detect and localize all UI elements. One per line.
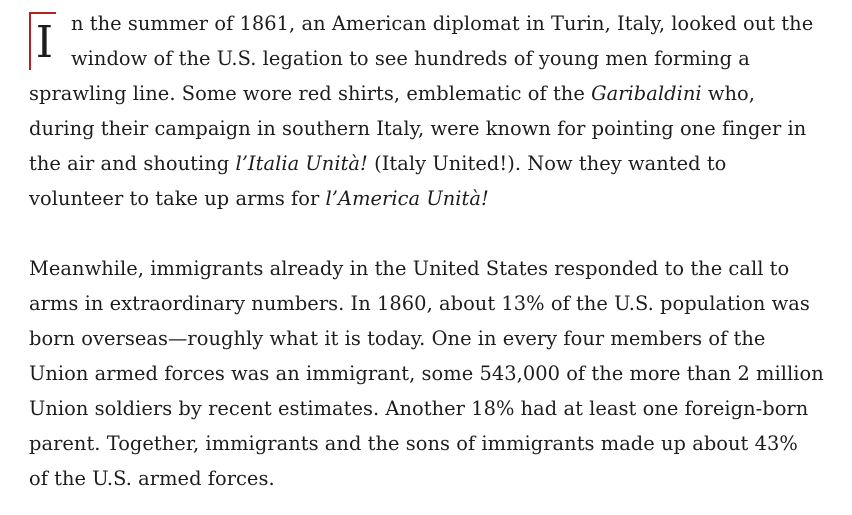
italic-term-garibaldini: Garibaldini [591,82,702,105]
italic-phrase-italia-unita: l’Italia Unità! [235,152,368,175]
paragraph-2 [29,251,834,496]
paragraph-1-line-3 [29,76,834,111]
paragraph-1-line-4: during their campaign in southern Italy, were known for pointing one finger in [29,117,807,140]
text-segment: volunteer to take up arms for [29,187,326,210]
text-segment: the air and shouting [29,152,236,175]
paragraph-2-line: parent. Together, immigrants and the sons of immigrants made up about 43% [29,432,798,455]
italic-phrase-america-unita: l’America Unità! [325,187,489,210]
drop-cap [29,12,56,70]
text-segment: sprawling line. Some wore red shirts, emblematic of the [29,82,592,105]
text-segment: who, [701,82,755,105]
paragraph-2-line: arms in extraordinary numbers. In 1860, about 13% of the U.S. population was [29,292,810,315]
paragraph-1-line-2: window of the U.S. legation to see hundreds of young men forming a [71,47,750,70]
drop-cap-letter: I [35,17,54,68]
article-body [29,6,834,496]
paragraph-1-line-5 [29,146,834,181]
paragraph-2-line: Union soldiers by recent estimates. Another 18% had at least one foreign-born [29,397,809,420]
paragraph-2-line: Meanwhile, immigrants already in the United States responded to the call to [29,257,790,280]
text-segment: (Italy United!). Now they wanted to [367,152,727,175]
paragraph-1-line-6 [29,181,834,216]
paragraph-1 [29,6,834,216]
paragraph-2-line: Union armed forces was an immigrant, some 543,000 of the more than 2 million [29,362,824,385]
paragraph-1-line-1: n the summer of 1861, an American diplomat in Turin, Italy, looked out the [71,12,814,35]
paragraph-2-line: born overseas—roughly what it is today. One in every four members of the [29,327,766,350]
paragraph-2-line: of the U.S. armed forces. [29,467,275,490]
